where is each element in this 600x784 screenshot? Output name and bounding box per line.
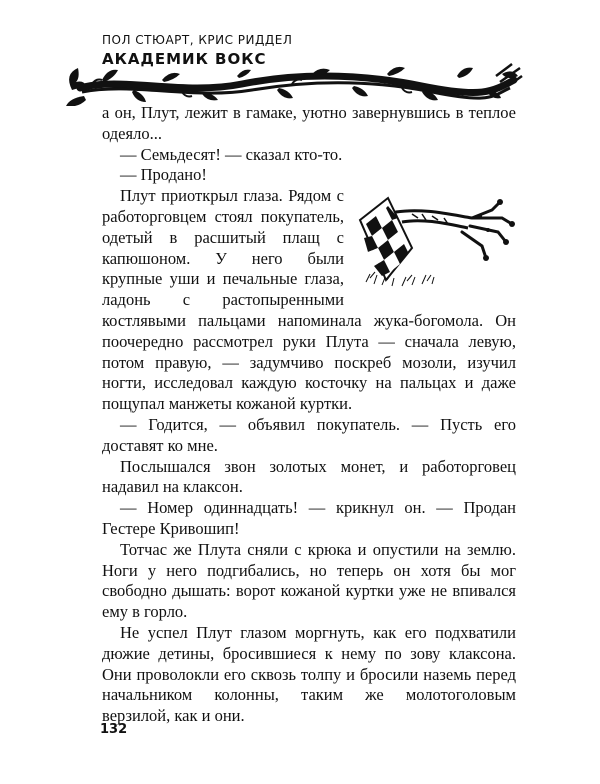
paragraph: Тотчас же Плута сняли с крюка и опустили на землю. Ноги у него подгибались, но теперь он хотя бы мог свободно дышать: ворот кожаной куртки уже не впивался ему в горло. bbox=[102, 539, 516, 622]
paragraph: — Продано! bbox=[120, 165, 207, 185]
body-text bbox=[102, 103, 516, 727]
hand-on-checkered-cloth-illustration bbox=[352, 188, 520, 290]
running-header-authors: ПОЛ СТЮАРТ, КРИС РИДДЕЛ bbox=[102, 33, 293, 47]
running-header-title: АКАДЕМИК ВОКС bbox=[102, 50, 267, 68]
paragraph: — Годится, — объявил покупатель. — Пусть его доставят ко мне. bbox=[102, 414, 516, 455]
paragraph: Плут приоткрыл глаза. Рядом с работорговцем стоял покупатель, одетый в расшитый плащ с капюшоном. У него были крупные уши и печальные глаза, ладонь с растопыренными костлявыми пальцами напоминала жука-богомола. Он поочередно рассмотрел руки Плута — сначала левую, потом правую, — задумчиво поскреб мозоли, изучил ногти, исследовал каждую косточку на пальцах и даже пощупал манжеты кожаной куртки. bbox=[102, 186, 516, 414]
page-number: 132 bbox=[100, 722, 128, 737]
paragraph: Не успел Плут глазом моргнуть, как его подхватили дюжие детины, бросившиеся к нему по зову клаксона. Они проволокли его сквозь толпу и бросили наземь перед начальником колонны, таким же молотоголовым верзилой, как и они. bbox=[102, 622, 516, 726]
paragraph: Послышался звон золотых монет, и работорговец надавил на клаксон. bbox=[102, 456, 516, 497]
paragraph: — Семьдесят! — сказал кто-то. bbox=[120, 144, 343, 164]
decorative-vine-border bbox=[62, 62, 524, 106]
paragraph: а он, Плут, лежит в гамаке, уютно завернувшись в теплое одеяло... bbox=[102, 103, 516, 143]
paragraph: — Номер одиннадцать! — крикнул он. — Продан Гестере Кривошип! bbox=[102, 498, 516, 538]
